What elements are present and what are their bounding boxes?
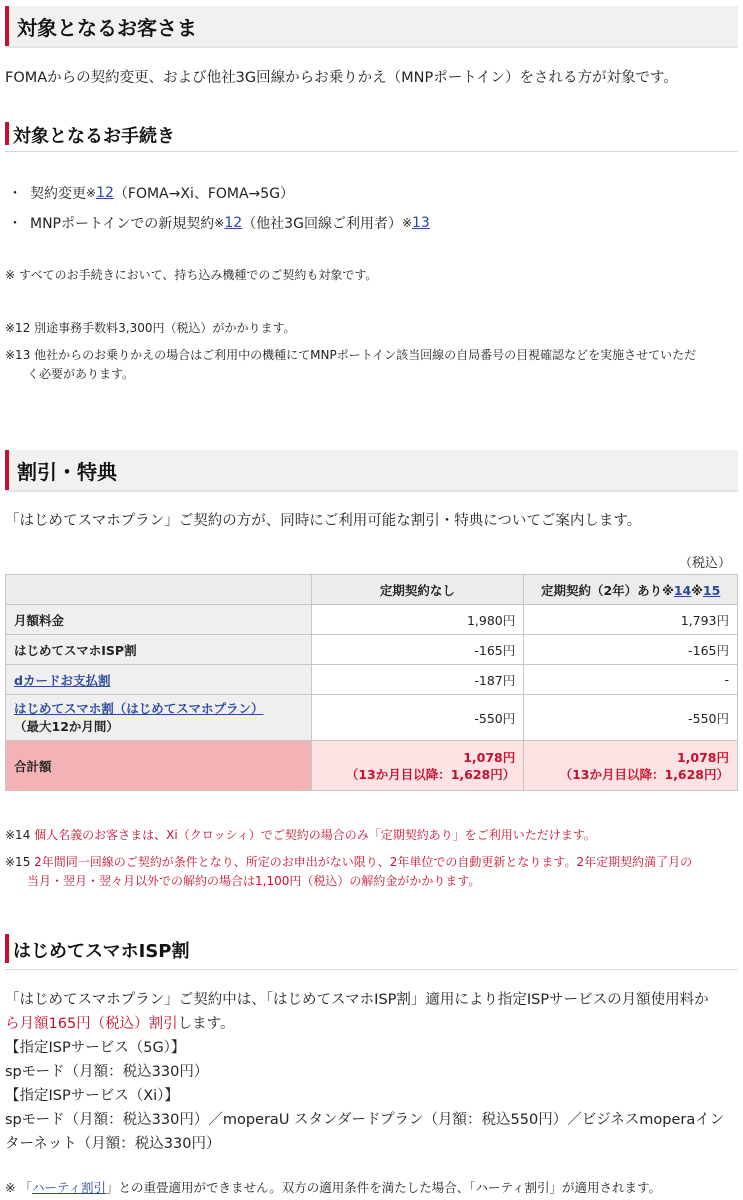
procedure-text: 契約変更 [30, 186, 86, 202]
table-header-row [6, 575, 738, 605]
section-target-customers-header [5, 6, 738, 48]
target-customers-lead: FOMAからの契約変更、および他社3G回線からお乗りかえ（MNPポートイン）をされる方が対象です。 [5, 70, 678, 86]
procedure-item [0, 178, 430, 208]
note-13 [0, 346, 740, 384]
note-13-line1: ※13 他社からのお乗りかえの場合はご利用中の機種にてMNPポートイン該当回線の自局番号の目視確認などを実施させていただ [5, 348, 697, 362]
procedure-detail: （FOMA→Xi、FOMA→5G） [113, 186, 295, 202]
isp-discount-header [5, 930, 738, 970]
isp-line: 「はじめてスマホプラン」ご契約中は、「はじめてスマホISP割」適用により指定ISPサービスの月額使用料か [5, 992, 709, 1008]
isp-line: 【指定ISPサービス（5G）】 [5, 1040, 186, 1056]
isp-discount-title: はじめてスマホISP割 [13, 940, 190, 962]
cell-value: 1,980円 [311, 605, 524, 635]
cell-value: - [524, 665, 738, 695]
total-amount-later: （13か月目以降：1,628円） [345, 766, 516, 782]
note-15-text: 2年間同一回線のご契約が条件となり、所定のお申出がない限り、2年単位での自動更新となります。2年定期契約満了月の [34, 855, 693, 869]
cell-value: -187円 [311, 665, 524, 695]
section-title: 対象となるお客さま [17, 15, 197, 40]
total-value [524, 741, 738, 791]
isp-line-tail: します。 [177, 1016, 235, 1032]
total-amount: 1,078円 [676, 749, 729, 765]
note-14-mark: ※14 [5, 828, 31, 842]
cell-value: 1,793円 [524, 605, 738, 635]
cell-value: -550円 [311, 695, 524, 741]
cell-value: -550円 [524, 695, 738, 741]
note-link-12[interactable]: 12 [224, 215, 243, 231]
isp-discount-amount: ら月額165円（税込）割引 [5, 1016, 178, 1032]
isp-line: ターネット（月額：税込330円） [5, 1136, 221, 1152]
hearty-discount-link[interactable]: ハーティ割引 [31, 1180, 106, 1195]
note-all-procedures: ※ すべてのお手続きにおいて、持ち込み機種でのご契約も対象です。 [5, 268, 378, 282]
table-total-row [6, 741, 738, 791]
row-label: はじめてスマホISP割 [6, 635, 312, 665]
row-label: 月額料金 [6, 605, 312, 635]
discounts-lead: 「はじめてスマホプラン」ご契約の方が、同時にご利用可能な割引・特典についてご案内します。 [5, 513, 642, 529]
note-mark: ※ [662, 583, 674, 598]
tax-note: （税込） [678, 556, 731, 571]
note-link-15[interactable]: 15 [702, 582, 721, 598]
total-label: 合計額 [6, 741, 312, 791]
procedure-text: MNPポートインでの新規契約 [30, 216, 215, 232]
row-label [6, 665, 312, 695]
note-15 [0, 853, 740, 891]
row-label [6, 695, 312, 741]
col-2yr-contract [524, 575, 738, 605]
table-row [6, 695, 738, 741]
col-no-contract: 定期契約なし [311, 575, 524, 605]
col-2yr-label: 定期契約（2年）あり [540, 582, 663, 598]
cell-value: -165円 [524, 635, 738, 665]
total-amount: 1,078円 [463, 749, 516, 765]
note-14-text: 個人名義のお客さまは、Xi（クロッシィ）でご契約の場合のみ「定期契約あり」をご利用いただけます。 [34, 828, 596, 842]
table-row [6, 605, 738, 635]
isp-line: 【指定ISPサービス（Xi）】 [5, 1088, 179, 1104]
hearty-note-text: 」との重畳適用ができません。双方の適用条件を満たした場合、「ハーティ割引」が適用されます。 [105, 1180, 661, 1195]
procedure-detail: （他社3G回線ご利用者） [242, 216, 402, 232]
row-sublabel: （最大12か月間） [14, 718, 119, 734]
hearty-note-prefix: ※ 「 [5, 1180, 32, 1195]
isp-line [5, 1012, 740, 1036]
procedure-item [0, 208, 430, 238]
note-link-13[interactable]: 13 [412, 215, 430, 231]
bullet-icon: ・ [8, 186, 22, 202]
note-12: ※12 別途事務手数料3,300円（税込）がかかります。 [5, 321, 296, 335]
discount-table [5, 574, 738, 791]
procedures-header [5, 118, 738, 152]
isp-line: spモード（月額：税込330円） [5, 1064, 209, 1080]
isp-discount-body [0, 988, 740, 1156]
note-15-text-line2: 当月・翌月・翌々月以外での解約の場合は1,100円（税込）の解約金がかかります。 [27, 874, 481, 888]
total-value [311, 741, 524, 791]
section-discounts-header [5, 450, 738, 492]
section-title: 割引・特典 [17, 459, 117, 484]
note-mark: ※ [691, 583, 703, 598]
hajimete-smaho-discount-link[interactable]: はじめてスマホ割（はじめてスマホプラン） [14, 700, 264, 716]
total-amount-later: （13か月目以降：1,628円） [559, 766, 729, 782]
note-mark: ※ [86, 186, 97, 200]
note-15-mark: ※15 [5, 855, 31, 869]
cell-value: -165円 [311, 635, 524, 665]
procedures-title: 対象となるお手続き [13, 125, 175, 147]
note-14 [0, 826, 596, 845]
bullet-icon: ・ [8, 216, 22, 232]
dcard-discount-link[interactable]: dカードお支払割 [14, 672, 111, 688]
isp-line: spモード（月額：税込330円）／moperaU スタンダードプラン（月額：税込550円）／ビジネスmoperaイン [5, 1112, 725, 1128]
note-13-line2: く必要があります。 [27, 367, 135, 381]
note-mark: ※ [214, 216, 225, 230]
procedure-list [0, 178, 430, 238]
table-header-empty [6, 575, 312, 605]
note-link-14[interactable]: 14 [673, 582, 692, 598]
hearty-note [0, 1178, 661, 1197]
note-link-12[interactable]: 12 [96, 185, 114, 201]
table-row [6, 665, 738, 695]
table-row [6, 635, 738, 665]
note-mark: ※ [401, 216, 413, 230]
